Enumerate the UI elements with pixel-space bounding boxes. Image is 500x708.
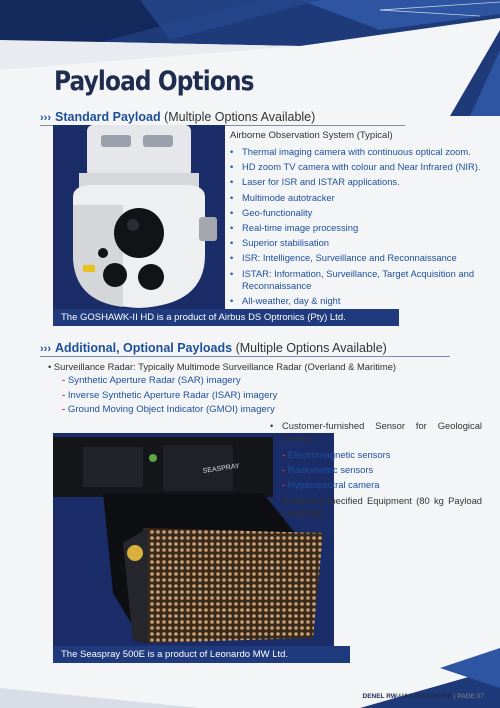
list-item: • ISTAR: Information, Surveillance, Target Acquisition and Reconnaissance — [230, 268, 485, 292]
sensor-intro-text: Customer-furnished Sensor for Geological Survey: — [282, 420, 482, 443]
list-item: - Ground Moving Object Indicator (GMOI) imagery — [62, 403, 277, 418]
footer-separator: | — [452, 693, 458, 700]
list-item: • Multimode autotracker — [230, 192, 485, 204]
observation-system-heading: Airborne Observation System (Typical) — [230, 130, 393, 141]
additional-payload-title: Additional, Optional Payloads — [55, 341, 233, 355]
heading-arrows-icon: ››› — [40, 343, 51, 355]
standard-payload-subtitle: (Multiple Options Available) — [160, 110, 316, 124]
list-item: - Hyperspectral camera — [282, 477, 482, 492]
list-item: • Real-time image processing — [230, 222, 485, 234]
radar-intro-text: • Surveillance Radar: Typically Multimode Surveillance Radar (Overland & Maritime) — [48, 361, 396, 372]
page-footer — [363, 693, 485, 700]
goshawk-camera-image — [53, 125, 225, 310]
list-item: • All-weather, day & night — [230, 295, 485, 307]
list-item: • Customer-specified Equipment (80 kg Payload capability) — [270, 495, 482, 519]
sensor-sub-list — [282, 447, 482, 492]
page-title: Payload Options — [54, 66, 254, 97]
list-item: • Thermal imaging camera with continuous optical zoom. — [230, 146, 485, 158]
sensor-equipment-list — [270, 420, 482, 519]
section-divider — [40, 356, 450, 357]
additional-payload-heading — [40, 341, 387, 355]
list-item: • Laser for ISR and ISTAR applications. — [230, 176, 485, 188]
list-item: - Radiometric sensors — [282, 462, 482, 477]
list-item: • ISR: Intelligence, Surveillance and Reconnaissance — [230, 252, 485, 264]
footer-page-number: PAGE 07 — [457, 693, 484, 700]
list-item: • HD zoom TV camera with colour and Near Infrared (NIR). — [230, 161, 485, 173]
list-item: • Geo-functionality — [230, 207, 485, 219]
footer-brand: DENEL RW-UAS BROCHURE — [362, 693, 453, 700]
goshawk-caption: The GOSHAWK-II HD is a product of Airbus DS Optronics (Pty) Ltd. — [53, 309, 399, 326]
standard-feature-list — [230, 146, 485, 310]
list-item: • Superior stabilisation — [230, 237, 485, 249]
right-decorative-shape — [430, 30, 500, 120]
standard-payload-title: Standard Payload — [55, 110, 161, 124]
list-item: - Electromagnetic sensors — [282, 447, 482, 462]
additional-payload-subtitle: (Multiple Options Available) — [232, 341, 387, 355]
heading-arrows-icon: ››› — [40, 112, 51, 124]
standard-payload-heading — [40, 110, 315, 124]
seaspray-caption: The Seaspray 500E is a product of Leonardo MW Ltd. — [53, 646, 350, 663]
radar-mode-list — [62, 374, 277, 418]
list-item: - Inverse Synthetic Aperture Radar (ISAR) imagery — [62, 389, 277, 404]
top-decorative-band — [0, 0, 500, 70]
list-item — [270, 420, 482, 492]
list-item: - Synthetic Aperture Radar (SAR) imagery — [62, 374, 277, 389]
radar-brand-text: SEASPRAY — [202, 462, 241, 475]
